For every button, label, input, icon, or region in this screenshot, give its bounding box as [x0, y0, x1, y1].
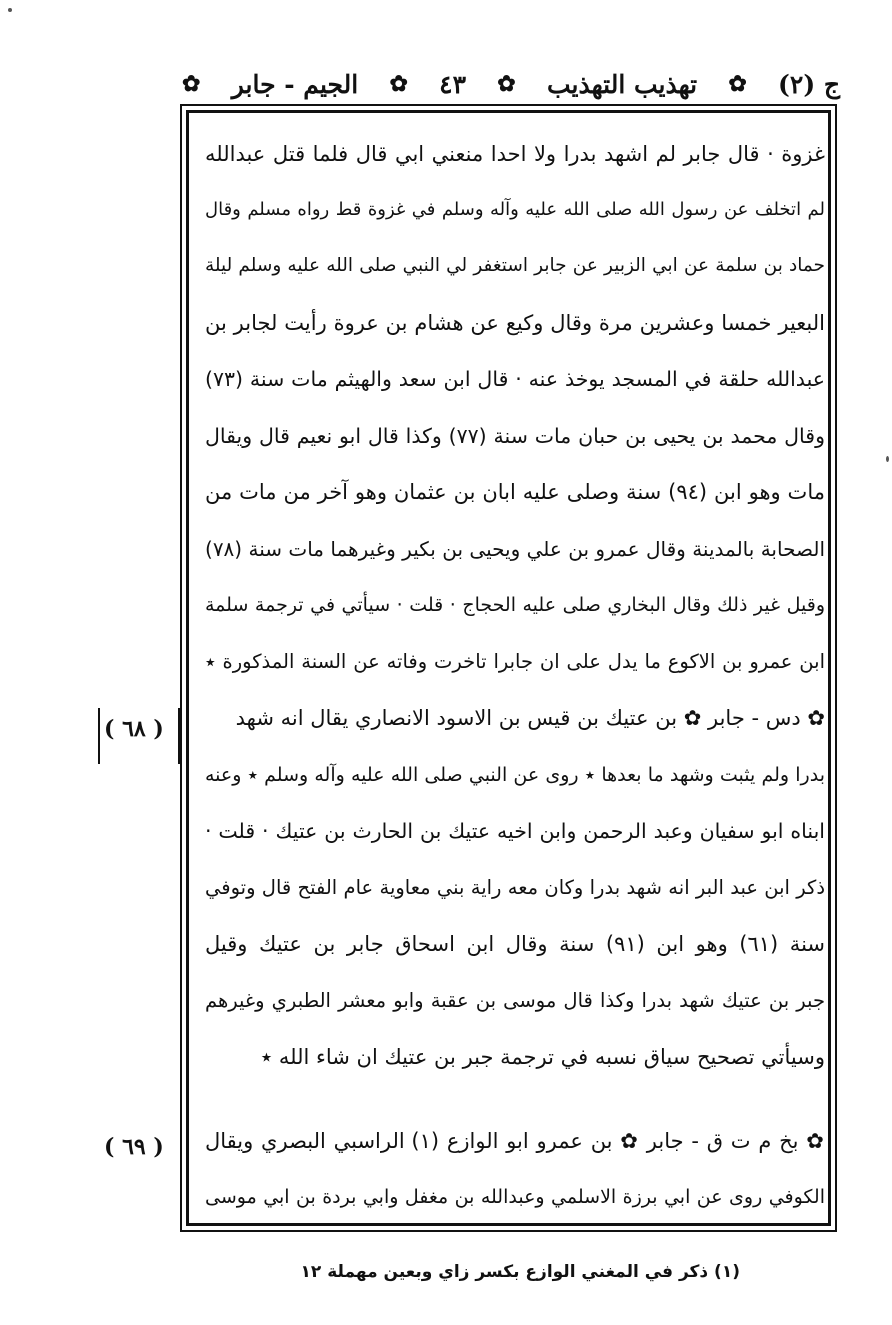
scan-speck [886, 456, 889, 462]
text-line: حماد بن سلمة عن ابي الزبير عن جابر استغفر لي النبي صلى الله عليه وسلم ليلة [205, 255, 825, 276]
header-volume: ج (٢) [778, 69, 840, 99]
text-line: ابن عمرو بن الاكوع ما يدل على ان جابرا تاخرت وفاته عن السنة المذكورة ٭ [205, 650, 825, 673]
margin-rule [178, 708, 180, 764]
flower-ornament-icon: ✿ [389, 71, 408, 97]
text-line: البعير خمسا وعشرين مرة وقال وكيع عن هشام بن عروة رأيت لجابر بن [205, 311, 825, 335]
flower-ornament-icon: ✿ [497, 71, 516, 97]
flower-ornament-icon: ✿ [182, 71, 201, 97]
footnote: (١) ذكر في المغني الوازع بكسر زاي وبعين مهملة ١٢ [300, 1262, 740, 1282]
text-line: ذكر ابن عبد البر انه شهد بدرا وكان معه راية بني معاوية عام الفتح قال وتوفي [205, 876, 825, 899]
text-line: ابناه ابو سفيان وعبد الرحمن وابن اخيه عتيك بن الحارث بن عتيك · قلت · [205, 819, 825, 843]
entry-69-heading-line: ✿ بخ م ت ق - جابر ✿ بن عمرو ابو الوازع (١) الراسبي البصري ويقال [205, 1129, 825, 1153]
text-line: عبدالله حلقة في المسجد يوخذ عنه · قال ابن سعد والهيثم مات سنة (٧٣) [205, 367, 825, 391]
text-line: سنة (٦١) وهو ابن (٩١) سنة وقال ابن اسحاق جابر بن عتيك وقيل [205, 932, 825, 956]
margin-rule [98, 708, 100, 764]
scan-speck [8, 8, 12, 12]
text-line: وسيأتي تصحيح سياق نسبه في ترجمة جبر بن عتيك ان شاء الله ٭ [260, 1045, 825, 1069]
text-line: وقيل غير ذلك وقال البخاري صلى عليه الحجاج · قلت · سيأتي في ترجمة سلمة [205, 594, 825, 616]
text-line: وقال محمد بن يحيى بن حبان مات سنة (٧٧) وكذا قال ابو نعيم قال ويقال [205, 424, 825, 448]
header-book-title: تهذيب التهذيب [547, 69, 698, 99]
text-line: غزوة · قال جابر لم اشهد بدرا ولا احدا منعني ابي قال فلما قتل عبدالله [205, 142, 825, 166]
text-line: بدرا ولم يثبت وشهد ما بعدها ٭ روى عن النبي صلى الله عليه وآله وسلم ٭ وعنه [205, 764, 825, 786]
text-line: جبر بن عتيك شهد بدرا وكذا قال موسى بن عقبة وابو معشر الطبري وغيرهم [205, 989, 825, 1012]
entry-number-68: ( ٦٨ ) [104, 716, 164, 742]
text-line: الصحابة بالمدينة وقال عمرو بن علي ويحيى بن بكير وغيرهما مات سنة (٧٨) [205, 537, 825, 561]
text-line: الكوفي روى عن ابي برزة الاسلمي وعبدالله بن مغفل وابي بردة بن ابي موسى [205, 1186, 825, 1208]
header-section: الجيم - جابر [231, 69, 359, 99]
text-line: مات وهو ابن (٩٤) سنة وصلى عليه ابان بن عثمان وهو آخر من مات من [205, 480, 825, 504]
running-header [178, 64, 840, 104]
flower-ornament-icon: ✿ [728, 71, 747, 97]
entry-68-heading-line: ✿ دس - جابر ✿ بن عتيك بن قيس بن الاسود الانصاري يقال انه شهد [235, 706, 825, 730]
entry-number-69: ( ٦٩ ) [104, 1134, 164, 1160]
text-line: لم اتخلف عن رسول الله صلى الله عليه وآله وسلم في غزوة قط رواه مسلم وقال [205, 199, 825, 220]
header-page-number: ٤٣ [439, 69, 467, 99]
